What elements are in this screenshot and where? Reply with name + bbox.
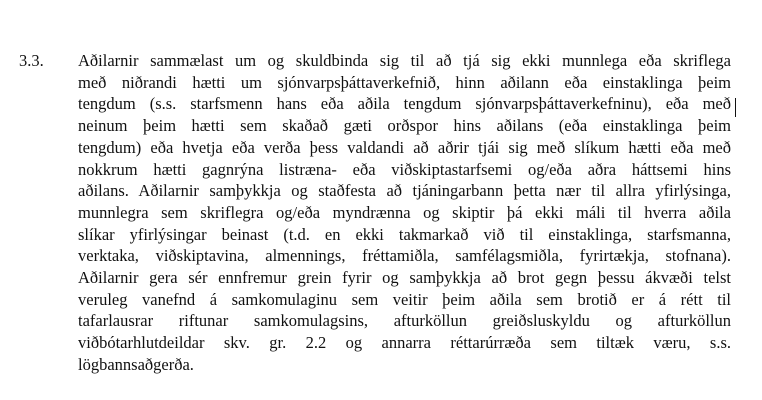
paragraph-line: tengdum) eða hvetja eða verða þess valdandi að aðrir tjái sig með slíkum hætti eða með (78, 137, 731, 157)
paragraph-line: Aðilarnir sammælast um og skuldbinda sig til að tjá sig ekki munnlega eða skriflega (78, 51, 731, 70)
clause-paragraph (78, 50, 731, 376)
paragraph-line: neinum þeim hætti sem skaðað gæti orðspor hins aðilans (eða einstaklinga þeim (78, 116, 731, 136)
paragraph-line: með niðrandi hætti um sjónvarpsþáttaverkefnið, hinn aðilann eða einstaklinga þeim (78, 72, 731, 92)
paragraph-line: munnlegra sem skriflegra og/eða myndrænna og skiptir þá ekki máli til hverra aðila (78, 202, 731, 222)
paragraph-line: slíkar yfirlýsingar beinast (t.d. en ekki takmarkað við til einstaklinga, starfsmanna, (78, 224, 731, 244)
paragraph-line: Aðilarnir gera sér ennfremur grein fyrir og samþykkja að brot gegn þessu ákvæði telst (78, 268, 731, 288)
paragraph-line: nokkrum hætti gagnrýna listræna- eða viðskiptastarfsemi og/eða aðra háttsemi hins (78, 159, 731, 179)
clause-number: 3.3. (19, 51, 44, 70)
paragraph-line: veruleg vanefnd á samkomulaginu sem veitir þeim aðila sem brotið er á rétt til (78, 289, 731, 309)
paragraph-line: viðbótarhlutdeildar skv. gr. 2.2 og annarra réttarúrræða sem tiltæk væru, s.s. (78, 333, 731, 353)
paragraph-line: tafarlausrar riftunar samkomulagsins, afturköllun greiðsluskyldu og afturköllun (78, 311, 731, 331)
paragraph-line: verktaka, viðskiptavina, almennings, fréttamiðla, samfélagsmiðla, fyrirtækja, stofnana). (78, 246, 731, 266)
paragraph-line: tengdum (s.s. starfsmenn hans eða aðila tengdum sjónvarpsþáttaverkefninu), eða með (78, 94, 731, 114)
text-cursor (735, 98, 736, 117)
paragraph-line: lögbannsaðgerða. (78, 354, 194, 374)
paragraph-line: aðilans. Aðilarnir samþykkja og staðfesta að tjáningarbann þetta nær til allra yfirlýsinga, (78, 181, 731, 201)
